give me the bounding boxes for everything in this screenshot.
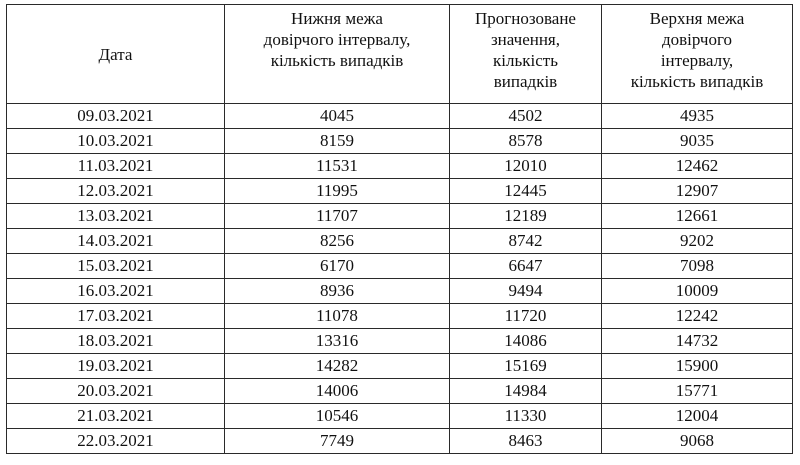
upper-bound-cell: 10009: [602, 279, 793, 304]
table-row: [7, 279, 793, 304]
date-cell: 13.03.2021: [7, 204, 225, 229]
header-line: значення,: [490, 30, 561, 49]
upper-bound-cell: 9202: [602, 229, 793, 254]
header-line: випадків: [493, 72, 558, 91]
table-row: [7, 204, 793, 229]
date-cell: 20.03.2021: [7, 379, 225, 404]
lower-bound-cell: 10546: [225, 404, 450, 429]
header-line: інтервалу,: [660, 51, 734, 70]
upper-bound-cell: 14732: [602, 329, 793, 354]
header-upper-bound: [602, 5, 793, 104]
header-line: довірчого інтервалу,: [263, 30, 411, 49]
date-cell: 09.03.2021: [7, 104, 225, 129]
lower-bound-cell: 8936: [225, 279, 450, 304]
lower-bound-cell: 11995: [225, 179, 450, 204]
table-row: [7, 154, 793, 179]
forecast-cell: 14984: [450, 379, 602, 404]
forecast-cell: 12445: [450, 179, 602, 204]
upper-bound-cell: 7098: [602, 254, 793, 279]
lower-bound-cell: 14282: [225, 354, 450, 379]
table-row: [7, 104, 793, 129]
header-line: довірчого: [661, 30, 733, 49]
header-line: кількість випадків: [270, 51, 404, 70]
upper-bound-cell: 15900: [602, 354, 793, 379]
forecast-cell: 12010: [450, 154, 602, 179]
date-cell: 14.03.2021: [7, 229, 225, 254]
header-line: Дата: [98, 44, 133, 64]
date-cell: 10.03.2021: [7, 129, 225, 154]
lower-bound-cell: 8256: [225, 229, 450, 254]
forecast-cell: 11720: [450, 304, 602, 329]
table-row: [7, 129, 793, 154]
forecast-cell: 4502: [450, 104, 602, 129]
forecast-cell: 11330: [450, 404, 602, 429]
forecast-cell: 6647: [450, 254, 602, 279]
header-lower-bound: [225, 5, 450, 104]
table-row: [7, 379, 793, 404]
forecast-cell: 15169: [450, 354, 602, 379]
date-cell: 16.03.2021: [7, 279, 225, 304]
header-forecast: [450, 5, 602, 104]
lower-bound-cell: 11707: [225, 204, 450, 229]
table-row: [7, 254, 793, 279]
date-cell: 12.03.2021: [7, 179, 225, 204]
date-cell: 18.03.2021: [7, 329, 225, 354]
table-row: [7, 229, 793, 254]
header-line: кількість: [493, 51, 558, 70]
lower-bound-cell: 7749: [225, 429, 450, 454]
lower-bound-cell: 6170: [225, 254, 450, 279]
upper-bound-cell: 9068: [602, 429, 793, 454]
table-row: [7, 429, 793, 454]
lower-bound-cell: 14006: [225, 379, 450, 404]
header-line: Верхня межа: [649, 9, 745, 28]
date-cell: 11.03.2021: [7, 154, 225, 179]
forecast-cell: 8463: [450, 429, 602, 454]
upper-bound-cell: 9035: [602, 129, 793, 154]
forecast-cell: 14086: [450, 329, 602, 354]
table-row: [7, 179, 793, 204]
header-line: Прогнозоване: [475, 9, 576, 28]
forecast-cell: 8742: [450, 229, 602, 254]
upper-bound-cell: 4935: [602, 104, 793, 129]
table-header: [7, 5, 793, 104]
forecast-cell: 12189: [450, 204, 602, 229]
date-cell: 22.03.2021: [7, 429, 225, 454]
date-cell: 17.03.2021: [7, 304, 225, 329]
upper-bound-cell: 12462: [602, 154, 793, 179]
date-cell: 21.03.2021: [7, 404, 225, 429]
lower-bound-cell: 11078: [225, 304, 450, 329]
header-date: [7, 5, 225, 104]
upper-bound-cell: 12661: [602, 204, 793, 229]
forecast-cell: 8578: [450, 129, 602, 154]
table-row: [7, 329, 793, 354]
table-row: [7, 404, 793, 429]
lower-bound-cell: 4045: [225, 104, 450, 129]
date-cell: 15.03.2021: [7, 254, 225, 279]
table-row: [7, 304, 793, 329]
upper-bound-cell: 12242: [602, 304, 793, 329]
header-line: Нижня межа: [291, 9, 383, 28]
lower-bound-cell: 8159: [225, 129, 450, 154]
upper-bound-cell: 15771: [602, 379, 793, 404]
upper-bound-cell: 12004: [602, 404, 793, 429]
forecast-table: [6, 4, 793, 454]
date-cell: 19.03.2021: [7, 354, 225, 379]
table-row: [7, 354, 793, 379]
lower-bound-cell: 11531: [225, 154, 450, 179]
forecast-cell: 9494: [450, 279, 602, 304]
header-row: [7, 5, 793, 104]
lower-bound-cell: 13316: [225, 329, 450, 354]
table-body: [7, 104, 793, 454]
upper-bound-cell: 12907: [602, 179, 793, 204]
header-line: кількість випадків: [630, 72, 764, 91]
